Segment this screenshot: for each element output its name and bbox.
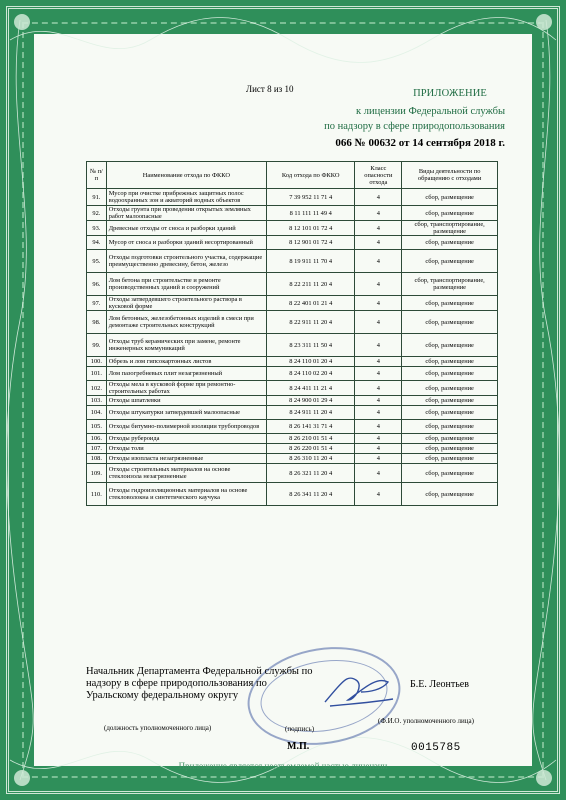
hazard-class: 4 [355,189,402,206]
waste-name: Мусор при очистке прибрежных защитных полос водоохранных зон и акваторий водных объектов [106,189,266,206]
waste-name: Обрезь и лом гипсокартонных листов [106,357,266,367]
waste-name: Отходы труб керамических при замене, ремонте инженерных коммуникаций [106,334,266,357]
table-row [87,189,498,206]
activity-type: сбор, размещение [402,296,498,311]
row-number: 105. [87,420,107,434]
handwritten-signature-icon [322,672,396,710]
waste-code: 8 24 110 02 20 4 [267,367,355,381]
activity-type: сбор, размещение [402,454,498,464]
row-number: 94. [87,236,107,250]
header-class: Класс опасности отхода [355,162,402,189]
appendix-subtitle-line1: к лицензии Федеральной службы [356,106,505,117]
signer-position: Начальник Департамента Федеральной службы по надзору в сфере природопользования по Уральскому федеральному округу [86,666,313,701]
row-number: 93. [87,221,107,236]
waste-code: 8 19 911 11 70 4 [267,250,355,273]
license-number: 066 № 00632 от 14 сентября 2018 г. [335,137,505,149]
hazard-class: 4 [355,464,402,483]
activity-type: сбор, размещение [402,334,498,357]
activity-type: сбор, размещение [402,381,498,396]
waste-name: Лом бетона при строительстве и ремонте производственных зданий и сооружений [106,273,266,296]
row-number: 96. [87,273,107,296]
table-row [87,434,498,444]
activity-type: сбор, размещение [402,464,498,483]
activity-type: сбор, размещение [402,236,498,250]
table-row [87,396,498,406]
waste-name: Отходы подготовки строительного участка, содержащие преимущественно древесину, бетон, железо [106,250,266,273]
waste-name: Отходы изопласта незагрязненные [106,454,266,464]
table-row [87,464,498,483]
hazard-class: 4 [355,311,402,334]
waste-name: Отходы битумно-полимерной изоляции трубопроводов [106,420,266,434]
waste-code: 8 12 901 01 72 4 [267,236,355,250]
waste-name: Лом пазогребневых плит незагрязненный [106,367,266,381]
row-number: 102. [87,381,107,396]
waste-code: 8 24 911 11 20 4 [267,406,355,420]
hazard-class: 4 [355,296,402,311]
waste-name: Отходы мела в кусковой форме при ремонтно-строительных работах [106,381,266,396]
row-number: 101. [87,367,107,381]
waste-code: 8 24 900 01 29 4 [267,396,355,406]
hazard-class: 4 [355,483,402,506]
waste-code: 8 26 321 11 20 4 [267,464,355,483]
seal-place-label: М.П. [287,741,310,752]
header-code: Код отхода по ФККО [267,162,355,189]
waste-name: Лом бетонных, железобетонных изделий в смеси при демонтаже строительных конструкций [106,311,266,334]
waste-name: Отходы рубероида [106,434,266,444]
table-row [87,250,498,273]
sheet-number: Лист 8 из 10 [246,84,294,94]
signer-name: Б.Е. Леонтьев [410,679,469,690]
table-row [87,367,498,381]
table-row [87,236,498,250]
activity-type: сбор, транспортирование, размещение [402,273,498,296]
appendix-title: ПРИЛОЖЕНИЕ [413,88,487,99]
table-row [87,206,498,221]
waste-name: Отходы шпатлевки [106,396,266,406]
activity-type: сбор, размещение [402,434,498,444]
waste-table [86,161,498,506]
appendix-subtitle [300,104,505,134]
waste-code: 8 26 141 31 71 4 [267,420,355,434]
waste-name: Мусор от сноса и разборки зданий несортированный [106,236,266,250]
hazard-class: 4 [355,381,402,396]
table-row [87,381,498,396]
waste-name: Отходы гидроизоляционных материалов на основе стекловолокна и синтетического каучука [106,483,266,506]
row-number: 109. [87,464,107,483]
table-row [87,311,498,334]
waste-code: 8 26 341 11 20 4 [267,483,355,506]
row-number: 103. [87,396,107,406]
row-number: 108. [87,454,107,464]
waste-code: 8 22 401 01 21 4 [267,296,355,311]
table-header-row [87,162,498,189]
row-number: 91. [87,189,107,206]
row-number: 99. [87,334,107,357]
table-row [87,420,498,434]
hazard-class: 4 [355,434,402,444]
activity-type: сбор, размещение [402,206,498,221]
waste-code: 8 26 310 11 20 4 [267,454,355,464]
waste-code: 8 26 210 01 51 4 [267,434,355,444]
row-number: 98. [87,311,107,334]
hazard-class: 4 [355,273,402,296]
activity-type: сбор, размещение [402,420,498,434]
activity-type: сбор, размещение [402,357,498,367]
table-row [87,221,498,236]
activity-type: сбор, размещение [402,444,498,454]
waste-code: 8 26 220 01 51 4 [267,444,355,454]
activity-type: сбор, размещение [402,250,498,273]
hazard-class: 4 [355,221,402,236]
activity-type: сбор, размещение [402,189,498,206]
waste-code: 8 22 911 11 20 4 [267,311,355,334]
activity-type: сбор, транспортирование, размещение [402,221,498,236]
waste-code: 8 11 111 11 49 4 [267,206,355,221]
table-row [87,296,498,311]
hazard-class: 4 [355,454,402,464]
activity-type: сбор, размещение [402,367,498,381]
position-caption: (должность уполномоченного лица) [104,724,212,732]
table-row [87,454,498,464]
row-number: 107. [87,444,107,454]
waste-name: Отходы грунта при проведении открытых земляных работ малоопасные [106,206,266,221]
activity-type: сбор, размещение [402,483,498,506]
waste-code: 8 12 101 01 72 4 [267,221,355,236]
header-number: № п/п [87,162,107,189]
table-row [87,273,498,296]
waste-name: Отходы штукатурки затвердевшей малоопасные [106,406,266,420]
activity-type: сбор, размещение [402,406,498,420]
hazard-class: 4 [355,406,402,420]
row-number: 100. [87,357,107,367]
row-number: 106. [87,434,107,444]
appendix-note: Приложение является неотъемлемой частью лицензии [178,761,388,771]
table-row [87,444,498,454]
row-number: 92. [87,206,107,221]
table-row [87,357,498,367]
waste-name: Древесные отходы от сноса и разборки зданий [106,221,266,236]
waste-code: 8 23 311 11 50 4 [267,334,355,357]
waste-code: 8 24 411 11 21 4 [267,381,355,396]
waste-code: 8 24 110 01 20 4 [267,357,355,367]
hazard-class: 4 [355,396,402,406]
header-name: Наименование отхода по ФККО [106,162,266,189]
table-row [87,406,498,420]
table-row [87,483,498,506]
row-number: 95. [87,250,107,273]
serial-number: 0015785 [411,742,461,754]
hazard-class: 4 [355,420,402,434]
header-activity: Виды деятельности по обращению с отходами [402,162,498,189]
activity-type: сбор, размещение [402,311,498,334]
hazard-class: 4 [355,250,402,273]
row-number: 104. [87,406,107,420]
waste-name: Отходы затвердевшего строительного раствора в кусковой форме [106,296,266,311]
signature-caption: (подпись) [285,725,315,733]
hazard-class: 4 [355,367,402,381]
hazard-class: 4 [355,357,402,367]
activity-type: сбор, размещение [402,396,498,406]
waste-name: Отходы толи [106,444,266,454]
appendix-subtitle-line2: по надзору в сфере природопользования [324,121,505,132]
hazard-class: 4 [355,444,402,454]
hazard-class: 4 [355,206,402,221]
row-number: 97. [87,296,107,311]
table-row [87,334,498,357]
waste-code: 8 22 211 11 20 4 [267,273,355,296]
waste-name: Отходы строительных материалов на основе стеклоизола незагрязненные [106,464,266,483]
waste-code: 7 39 952 11 71 4 [267,189,355,206]
hazard-class: 4 [355,236,402,250]
fio-caption: (Ф.И.О. уполномоченного лица) [378,717,474,725]
row-number: 110. [87,483,107,506]
hazard-class: 4 [355,334,402,357]
